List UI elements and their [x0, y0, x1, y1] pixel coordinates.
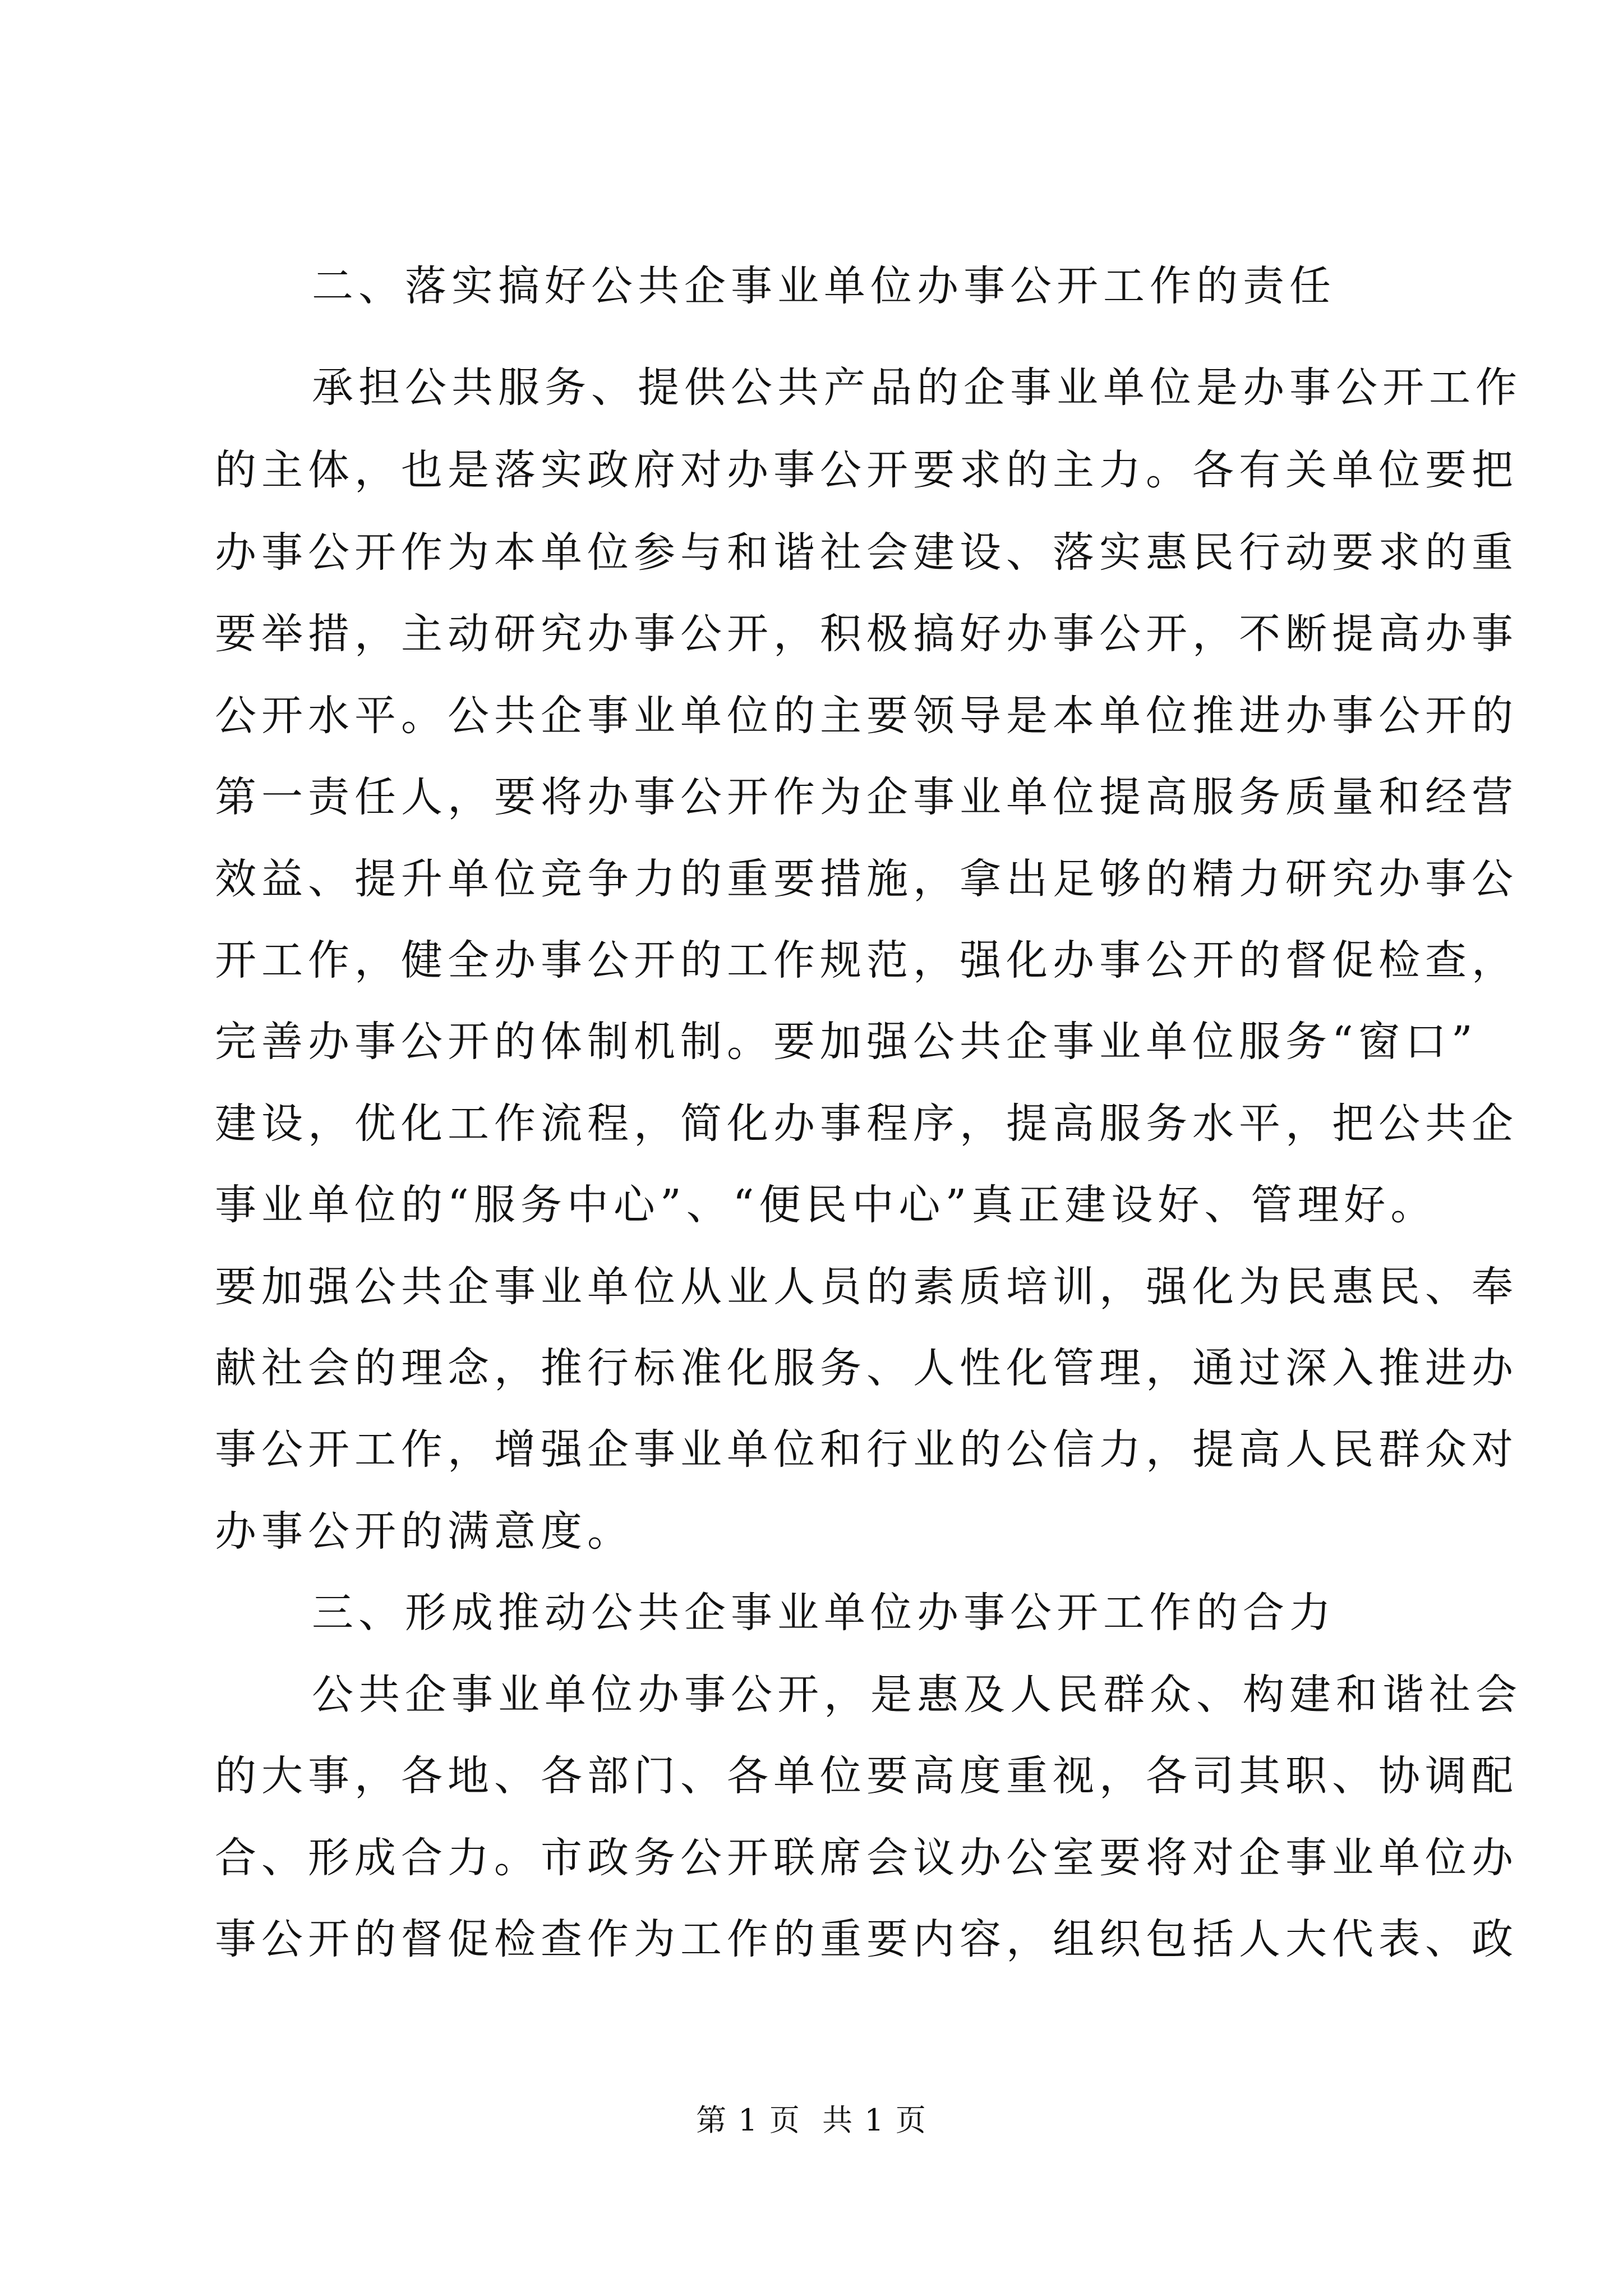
paragraph-line: 事业单位的“服务中心”、“便民中心”真正建设好、管理好。	[215, 1181, 1437, 1229]
section-heading-2: 二、落实搞好公共企事业单位办事公开工作的责任	[312, 262, 1336, 310]
paragraph-line: 办事公开作为本单位参与和谐社会建设、落实惠民行动要求的重	[215, 528, 1518, 577]
section-heading-3: 三、形成推动公共企事业单位办事公开工作的合力	[312, 1589, 1336, 1637]
paragraph-line: 献社会的理念，推行标准化服务、人性化管理，通过深入推进办	[215, 1344, 1518, 1392]
paragraph-line: 要加强公共企事业单位从业人员的素质培训，强化为民惠民、奉	[215, 1263, 1518, 1311]
page-footer: 第 1 页 共 1 页	[696, 2102, 927, 2138]
paragraph-line: 办事公开的满意度。	[215, 1507, 634, 1556]
paragraph-line: 公开水平。公共企事业单位的主要领导是本单位推进办事公开的	[215, 692, 1518, 740]
paragraph-line: 第一责任人，要将办事公开作为企事业单位提高服务质量和经营	[215, 773, 1518, 821]
paragraph-line: 事公开的督促检查作为工作的重要内容，组织包括人大代表、政	[215, 1915, 1518, 1963]
paragraph-line: 完善办事公开的体制机制。要加强公共企事业单位服务“窗口”	[215, 1018, 1478, 1066]
paragraph-line: 的主体，也是落实政府对办事公开要求的主力。各有关单位要把	[215, 446, 1518, 494]
paragraph-line: 事公开工作，增强企事业单位和行业的公信力，提高人民群众对	[215, 1425, 1518, 1474]
paragraph-line: 建设，优化工作流程，简化办事程序，提高服务水平，把公共企	[215, 1099, 1518, 1148]
paragraph-line: 公共企事业单位办事公开，是惠及人民群众、构建和谐社会	[312, 1671, 1522, 1719]
paragraph-line: 承担公共服务、提供公共产品的企事业单位是办事公开工作	[312, 364, 1522, 412]
paragraph-line: 要举措，主动研究办事公开，积极搞好办事公开，不断提高办事	[215, 610, 1518, 658]
paragraph-line: 的大事，各地、各部门、各单位要高度重视，各司其职、协调配	[215, 1752, 1518, 1800]
paragraph-line: 效益、提升单位竞争力的重要措施，拿出足够的精力研究办事公	[215, 855, 1518, 903]
paragraph-line: 合、形成合力。市政务公开联席会议办公室要将对企事业单位办	[215, 1834, 1518, 1882]
paragraph-line: 开工作，健全办事公开的工作规范，强化办事公开的督促检查，	[215, 936, 1518, 984]
